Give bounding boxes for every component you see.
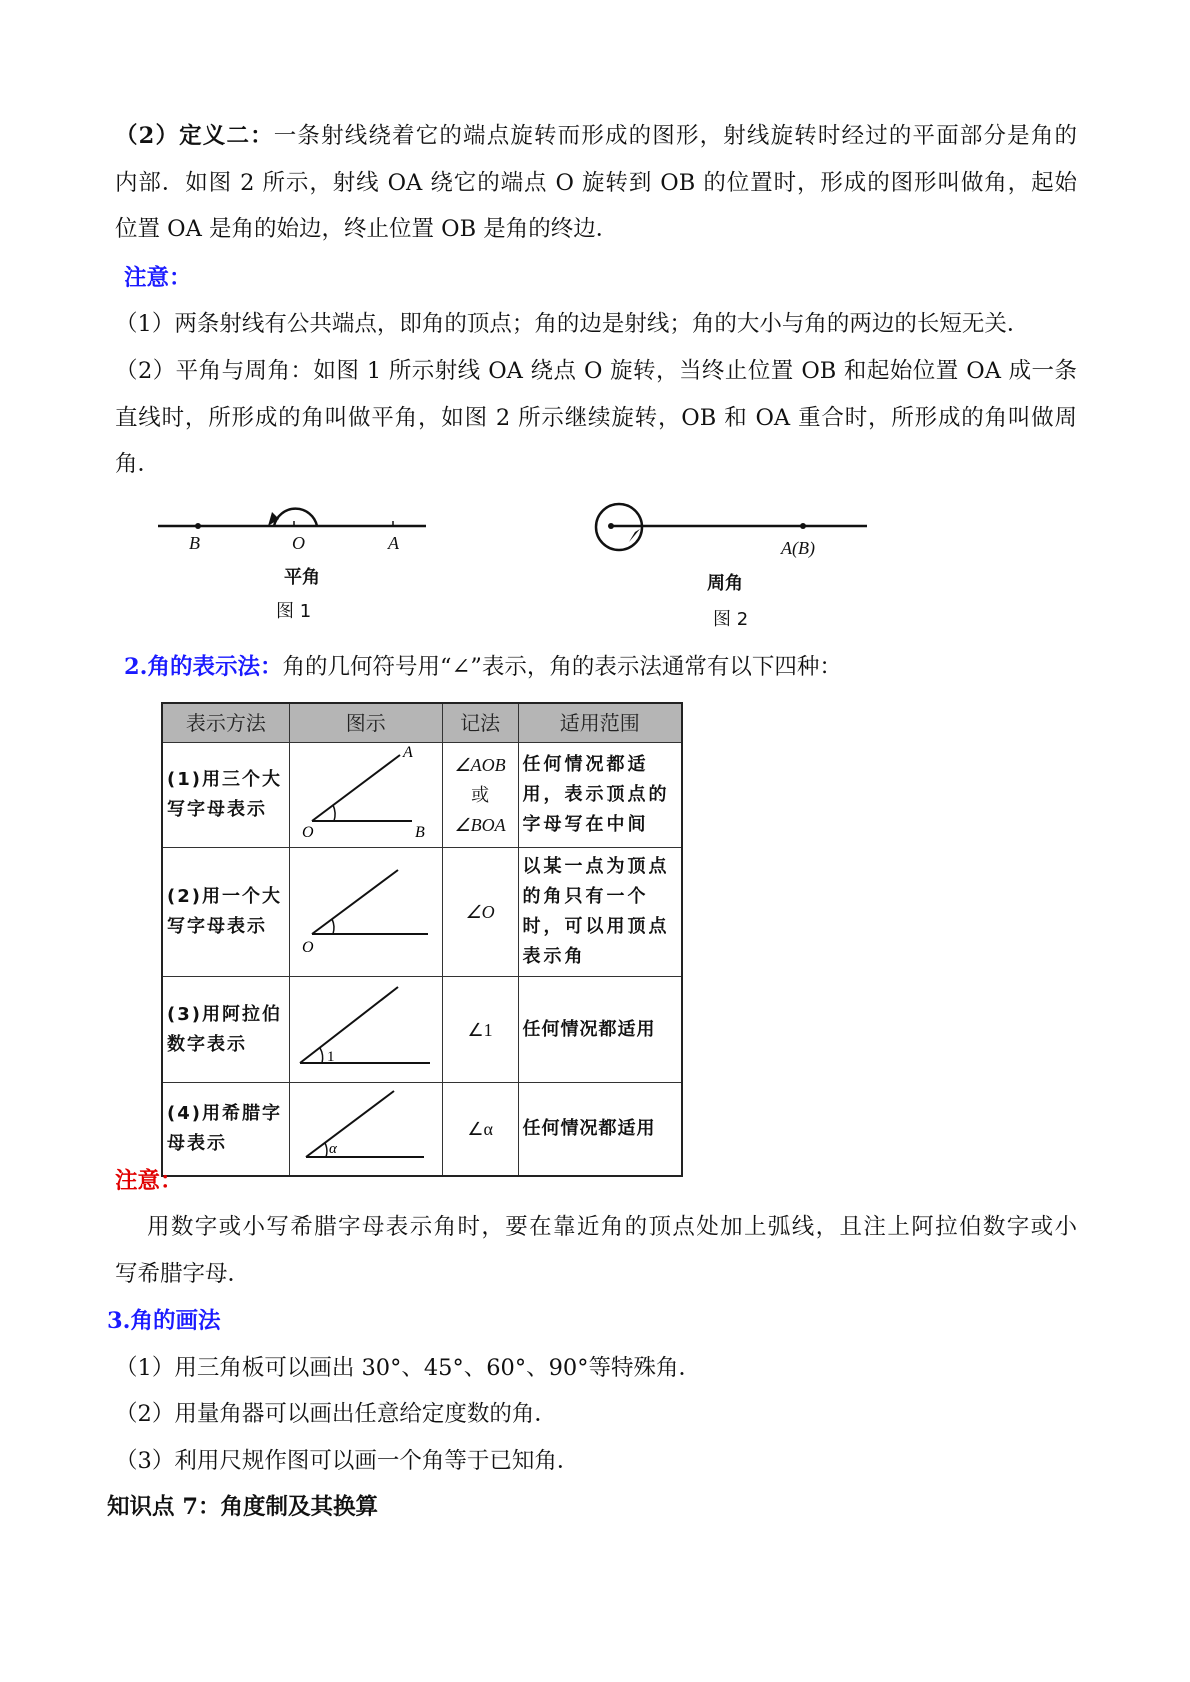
scope-cell: 任何情况都适用，表示顶点的字母写在中间 [518, 743, 682, 848]
note1-item2-line2: 直线时，所形成的角叫做平角，如图 2 所示继续旋转，OB 和 OA 重合时，所形成的角叫做周 [115, 405, 1077, 431]
section2-heading: 2.角的表示法： [124, 654, 283, 680]
diagram-cell [289, 977, 442, 1083]
def2-line2: 内部．如图 2 所示，射线 OA 绕它的端点 O 旋转到 OB 的位置时，形成的图形叫做角，起始 [115, 170, 1077, 196]
method-cell: (3)用阿拉伯数字表示 [162, 977, 289, 1083]
fig1-label-b: B [189, 533, 200, 553]
section3-heading: 3.角的画法 [107, 1308, 221, 1334]
table-header: 表示方法 [162, 703, 289, 743]
section3-item: （2）用量角器可以画出任意给定度数的角． [115, 1401, 557, 1427]
note2-label: 注意： [115, 1168, 183, 1194]
table-row [162, 743, 682, 848]
fig1-label-o: O [292, 533, 305, 553]
label-o: O [301, 824, 314, 837]
angle-1-diagram [290, 977, 440, 1072]
note2-line2: 写希腊字母． [115, 1261, 251, 1287]
table-header: 适用范围 [518, 703, 682, 743]
note1-item2-line1: （2）平角与周角：如图 1 所示射线 OA 绕点 O 旋转，当终止位置 OB 和起始位置 OA 成一条 [115, 358, 1077, 384]
scope-cell: 以某一点为顶点的角只有一个时，可以用顶点表示角 [518, 848, 682, 977]
table-header: 记法 [442, 703, 518, 743]
table-row [162, 848, 682, 977]
label-b: B [414, 824, 425, 837]
fig2-label-ab: A(B) [781, 538, 815, 558]
fig2-name: 周角 [707, 573, 743, 594]
label-1: 1 [326, 1049, 335, 1065]
note2-line1: 用数字或小写希腊字母表示角时，要在靠近角的顶点处加上弧线，且注上阿拉伯数字或小 [147, 1214, 1077, 1240]
note1-item2-line3: 角． [115, 451, 161, 477]
notation-cell: ∠α [442, 1083, 518, 1177]
fig1-name: 平角 [284, 567, 320, 588]
def2-line1 [115, 121, 1077, 151]
scope-cell: 任何情况都适用 [518, 1083, 682, 1177]
section7-heading: 知识点 7：角度制及其换算 [107, 1494, 378, 1520]
diagram-cell [289, 848, 442, 977]
angle-aob-diagram [290, 743, 440, 837]
def2-line3: 位置 OA 是角的始边，终止位置 OB 是角的终边． [115, 216, 619, 242]
diagram-cell [289, 1083, 442, 1177]
table-row [162, 1083, 682, 1177]
notation-cell: ∠O [442, 848, 518, 977]
notation-boa: ∠BOA [454, 815, 506, 835]
note1-item1: （1）两条射线有公共端点，即角的顶点；角的边是射线；角的大小与角的两边的长短无关． [115, 311, 1030, 337]
notation-cell: ∠1 [442, 977, 518, 1083]
section3-item: （1）用三角板可以画出 30°、45°、60°、90°等特殊角． [115, 1355, 701, 1381]
table-header: 图示 [289, 703, 442, 743]
fig1-label-a: A [388, 533, 399, 553]
notation-cell [442, 743, 518, 848]
notation-aob: ∠AOB [454, 755, 506, 775]
label-alpha: α [328, 1141, 337, 1157]
def2-label: （2）定义二： [115, 123, 274, 149]
section2-text: 角的几何符号用“∠”表示，角的表示法通常有以下四种： [282, 654, 842, 680]
section3-item: （3）利用尺规作图可以画一个角等于已知角． [115, 1448, 580, 1474]
method-cell: (4)用希腊字母表示 [162, 1083, 289, 1177]
angle-notation-table [161, 702, 683, 1177]
table-row [162, 977, 682, 1083]
table-header-row [162, 703, 682, 743]
label-a: A [402, 744, 413, 761]
diagram-cell [289, 743, 442, 848]
def2-text: 一条射线绕着它的端点旋转而形成的图形，射线旋转时经过的平面部分是角的 [273, 123, 1077, 149]
notation-or: 或 [471, 785, 490, 805]
angle-o-diagram [290, 848, 440, 966]
note1-label: 注意： [124, 265, 192, 291]
angle-alpha-diagram [290, 1083, 440, 1165]
method-cell: (2)用一个大写字母表示 [162, 848, 289, 977]
section2-line [124, 652, 1086, 682]
label-o: O [301, 939, 314, 956]
method-cell: (1)用三个大写字母表示 [162, 743, 289, 848]
fig1-caption: 图 1 [276, 601, 312, 622]
scope-cell: 任何情况都适用 [518, 977, 682, 1083]
full-angle-diagram [585, 495, 875, 555]
fig2-caption: 图 2 [713, 609, 749, 630]
